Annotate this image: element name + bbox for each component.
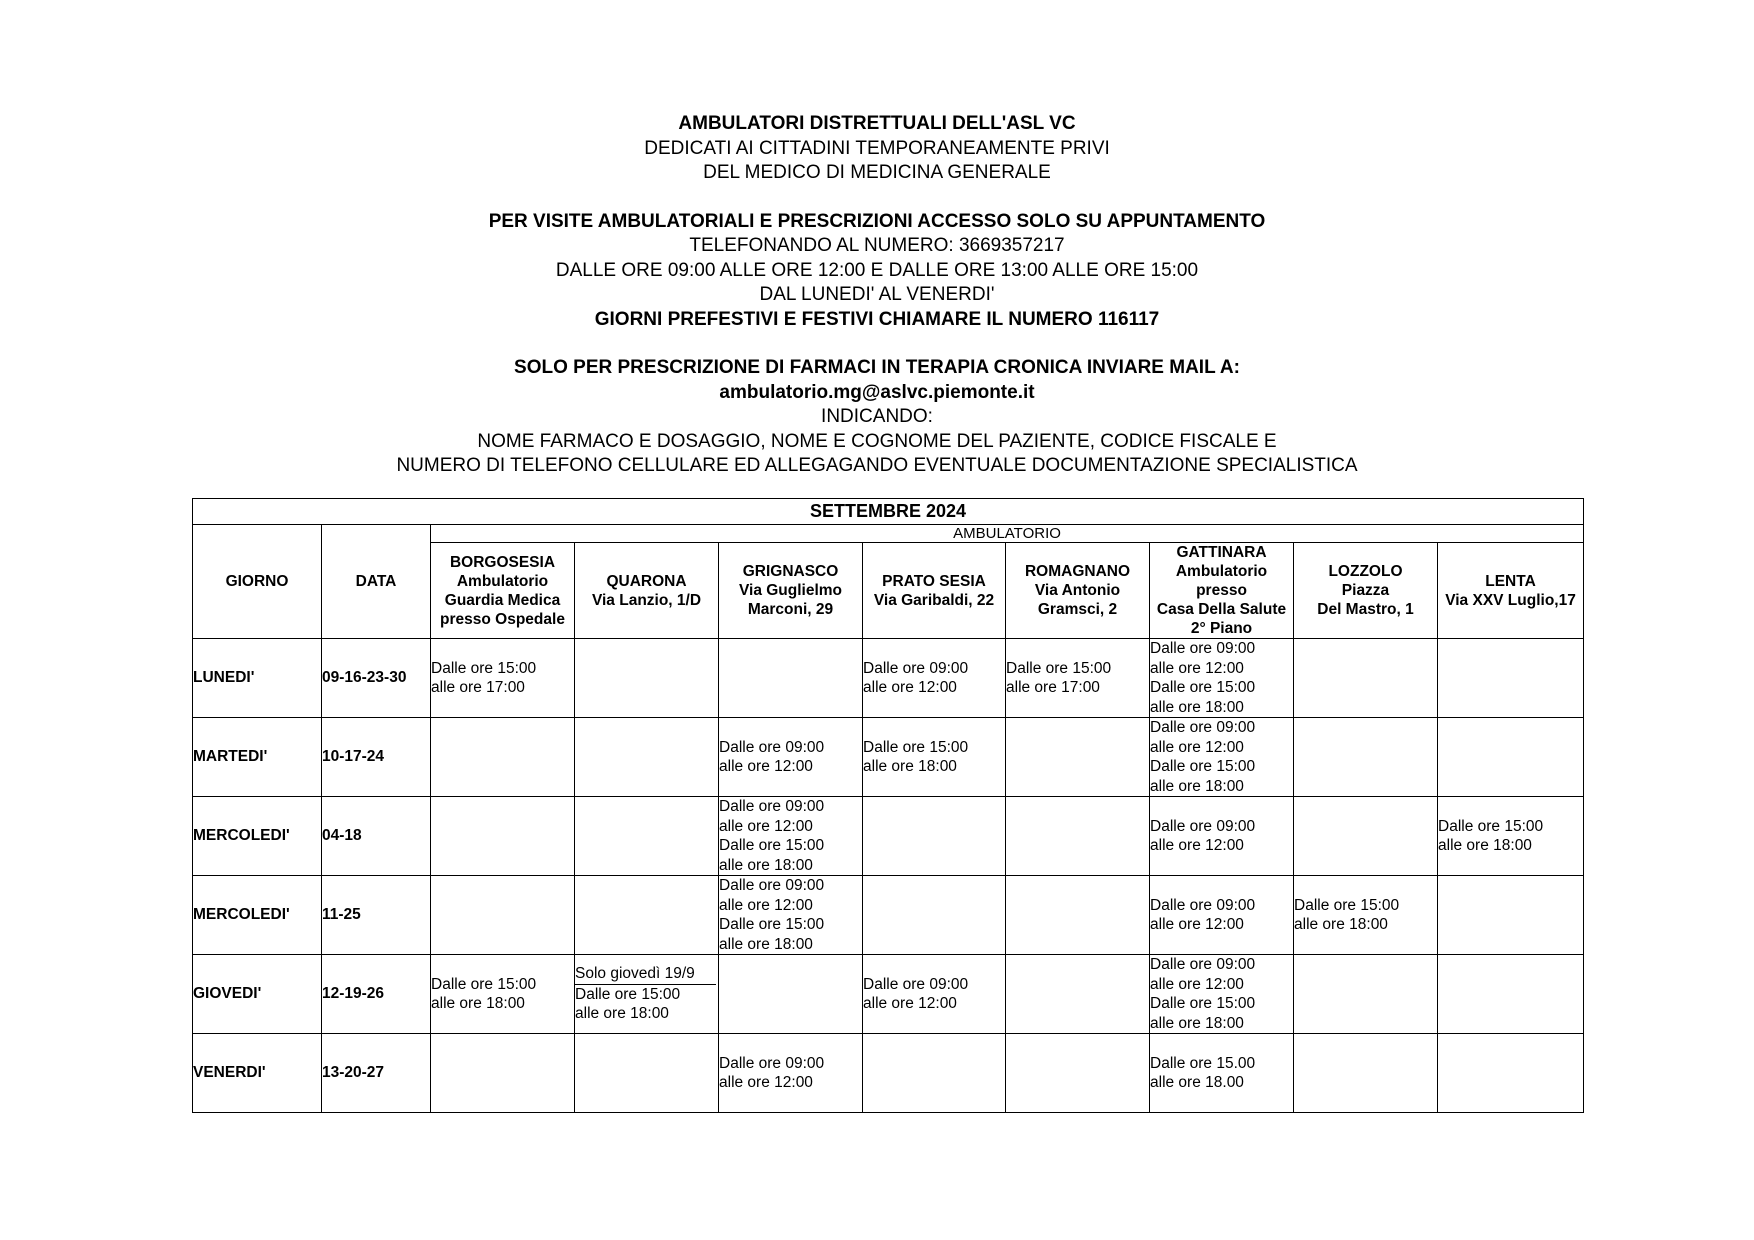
schedule-hours-line: alle ore 12:00	[1150, 738, 1244, 756]
schedule-cell	[1150, 718, 1294, 797]
schedule-cell	[1006, 876, 1150, 955]
date-cell: 12-19-26	[322, 955, 431, 1034]
column-header-giorno: GIORNO	[193, 525, 322, 639]
email-address[interactable]: ambulatorio.mg@aslvc.piemonte.it	[719, 381, 1035, 403]
schedule-cell	[719, 639, 863, 718]
schedule-cell	[863, 797, 1006, 876]
schedule-cell	[863, 718, 1006, 797]
column-header-location	[1006, 543, 1150, 639]
schedule-cell	[1438, 639, 1584, 718]
schedule-hours-line: alle ore 12:00	[1150, 659, 1244, 677]
location-header-line: QUARONA	[606, 572, 687, 590]
location-header-line: Via XXV Luglio,17	[1445, 591, 1576, 609]
schedule-hours-line: Dalle ore 09:00	[1150, 956, 1256, 973]
schedule-cell	[575, 955, 719, 1034]
schedule-hours-line: Dalle ore 15:00	[719, 837, 825, 854]
schedule-cell	[1150, 876, 1294, 955]
schedule-cell	[431, 639, 575, 718]
schedule-cell	[719, 797, 863, 876]
schedule-cell	[1294, 797, 1438, 876]
schedule-cell	[719, 1034, 863, 1113]
schedule-cell	[1006, 955, 1150, 1034]
schedule-hours-line: alle ore 18:00	[1294, 916, 1388, 933]
schedule-hours-line: Dalle ore 09:00	[863, 659, 969, 677]
day-cell: VENERDI'	[193, 1034, 322, 1113]
header-subtitle-2: DEL MEDICO DI MEDICINA GENERALE	[703, 162, 1051, 183]
schedule-cell	[1294, 1034, 1438, 1113]
schedule-hours-line: Dalle ore 15:00	[1294, 896, 1400, 914]
schedule-cell	[431, 876, 575, 955]
location-header-line: Del Mastro, 1	[1317, 601, 1414, 618]
schedule-hours-line: Dalle ore 15:00	[1150, 679, 1256, 696]
schedule-cell	[863, 1034, 1006, 1113]
location-header-line: ROMAGNANO	[1024, 563, 1131, 580]
location-header-line: Piazza	[1341, 582, 1390, 599]
column-header-location	[1438, 543, 1584, 639]
schedule-cell	[1294, 876, 1438, 955]
schedule-hours-line: alle ore 12:00	[719, 758, 813, 775]
schedule-hours-line: alle ore 18:00	[719, 856, 813, 874]
schedule-hours-line: Dalle ore 15:00	[1150, 995, 1256, 1012]
schedule-hours-line: alle ore 12:00	[719, 896, 813, 914]
location-header-line: Via Guglielmo	[738, 582, 843, 599]
column-header-location	[1294, 543, 1438, 639]
schedule-cell	[431, 797, 575, 876]
schedule-hours-line: alle ore 18:00	[431, 995, 525, 1012]
schedule-hours-line: alle ore 12:00	[1150, 837, 1244, 854]
schedule-hours-line: alle ore 18:00	[863, 758, 957, 775]
schedule-cell	[1006, 639, 1150, 718]
table-row	[193, 718, 1584, 797]
day-cell: MERCOLEDI'	[193, 797, 322, 876]
location-header-line: GRIGNASCO	[742, 563, 839, 580]
schedule-hours-line: alle ore 12:00	[719, 1074, 813, 1091]
schedule-hours-line: alle ore 18.00	[1150, 1074, 1244, 1091]
location-header-line: Guardia Medica	[444, 591, 561, 609]
schedule-hours-line: alle ore 18:00	[575, 1005, 669, 1023]
day-cell: MARTEDI'	[193, 718, 322, 797]
phone-days-line: DAL LUNEDI' AL VENERDI'	[759, 284, 995, 305]
schedule-note: Solo giovedì 19/9	[575, 964, 716, 985]
document-header	[0, 112, 1754, 479]
schedule-cell	[431, 955, 575, 1034]
schedule-hours-line: Dalle ore 15:00	[431, 975, 537, 993]
schedule-hours-line: Dalle ore 15:00	[431, 659, 537, 677]
schedule-hours-line: alle ore 12:00	[863, 995, 957, 1012]
schedule-hours-line: Dalle ore 15:00	[1006, 659, 1112, 677]
location-header-line: Marconi, 29	[747, 601, 834, 618]
location-header-line: PRATO SESIA	[882, 572, 986, 590]
header-subtitle-1: DEDICATI AI CITTADINI TEMPORANEAMENTE PRIVI	[644, 137, 1110, 159]
schedule-cell	[575, 639, 719, 718]
schedule-hours-line: Dalle ore 15:00	[719, 916, 825, 933]
header-title: AMBULATORI DISTRETTUALI DELL'ASL VC	[678, 113, 1076, 134]
schedule-hours-line: Dalle ore 09:00	[719, 877, 825, 894]
schedule-hours-line: alle ore 12:00	[1150, 975, 1244, 993]
phone-number-line: TELEFONANDO AL NUMERO: 3669357217	[689, 235, 1065, 256]
date-cell: 10-17-24	[322, 718, 431, 797]
column-header-location	[575, 543, 719, 639]
schedule-hours-line: Dalle ore 09:00	[1150, 896, 1256, 914]
schedule-hours-line: Dalle ore 09:00	[719, 1054, 825, 1072]
schedule-cell	[1294, 955, 1438, 1034]
schedule-cell	[719, 955, 863, 1034]
schedule-hours-line: Dalle ore 15:00	[1438, 817, 1544, 835]
table-row	[193, 639, 1584, 718]
column-header-data: DATA	[322, 525, 431, 639]
date-cell: 09-16-23-30	[322, 639, 431, 718]
location-header-line: 2° Piano	[1190, 620, 1253, 637]
schedule-cell	[575, 1034, 719, 1113]
email-instructions-1: NOME FARMACO E DOSAGGIO, NOME E COGNOME DEL PAZIENTE, CODICE FISCALE E	[477, 430, 1277, 452]
schedule-cell	[1006, 1034, 1150, 1113]
schedule-hours-line: alle ore 18:00	[1438, 837, 1532, 854]
schedule-hours-line: Dalle ore 15:00	[575, 985, 681, 1003]
table-row	[193, 955, 1584, 1034]
schedule-hours-line: Dalle ore 15.00	[1150, 1054, 1256, 1072]
schedule-cell	[1438, 876, 1584, 955]
location-header-line: presso	[1196, 582, 1247, 599]
schedule-cell	[1006, 718, 1150, 797]
schedule-cell	[575, 876, 719, 955]
schedule-cell	[863, 876, 1006, 955]
schedule-cell	[1150, 1034, 1294, 1113]
schedule-cell	[719, 718, 863, 797]
location-header-line: Via Garibaldi, 22	[873, 591, 995, 609]
schedule-hours-line: Dalle ore 09:00	[1150, 640, 1256, 657]
table-row	[193, 1034, 1584, 1113]
schedule-hours-line: alle ore 12:00	[863, 679, 957, 696]
date-cell: 11-25	[322, 876, 431, 955]
schedule-hours-line: alle ore 12:00	[1150, 916, 1244, 933]
table-title: SETTEMBRE 2024	[193, 499, 1584, 525]
holiday-number-line: GIORNI PREFESTIVI E FESTIVI CHIAMARE IL NUMERO 116117	[594, 308, 1160, 330]
location-header-line: presso Ospedale	[440, 610, 565, 628]
schedule-cell	[1294, 639, 1438, 718]
phone-hours-line: DALLE ORE 09:00 ALLE ORE 12:00 E DALLE ORE 13:00 ALLE ORE 15:00	[555, 259, 1199, 281]
column-header-location	[719, 543, 863, 639]
column-header-location	[1150, 543, 1294, 639]
schedule-hours-line: Dalle ore 09:00	[719, 798, 825, 815]
schedule-cell	[431, 718, 575, 797]
schedule-hours-line: alle ore 18:00	[1150, 698, 1244, 716]
schedule-hours-line: Dalle ore 09:00	[1150, 817, 1256, 835]
schedule-cell	[431, 1034, 575, 1113]
email-instructions-label: INDICANDO:	[821, 406, 933, 427]
location-header-line: LENTA	[1485, 572, 1536, 590]
location-header-line: Gramsci, 2	[1037, 601, 1118, 618]
schedule-table	[192, 498, 1584, 1113]
schedule-cell	[1006, 797, 1150, 876]
schedule-cell	[863, 955, 1006, 1034]
location-header-line: Via Antonio	[1034, 582, 1121, 599]
schedule-cell	[1294, 718, 1438, 797]
schedule-cell	[575, 797, 719, 876]
schedule-hours-line: alle ore 17:00	[431, 679, 525, 696]
schedule-hours-line: alle ore 17:00	[1006, 679, 1100, 696]
schedule-hours-line: Dalle ore 15:00	[1150, 758, 1256, 775]
date-cell: 04-18	[322, 797, 431, 876]
location-header-line: Casa Della Salute	[1156, 601, 1287, 618]
location-header-line: BORGOSESIA	[449, 553, 556, 571]
table-row	[193, 876, 1584, 955]
location-header-line: Ambulatorio	[1175, 563, 1268, 580]
schedule-cell	[575, 718, 719, 797]
location-header-line: GATTINARA	[1176, 544, 1267, 561]
schedule-cell	[1438, 955, 1584, 1034]
email-notice: SOLO PER PRESCRIZIONE DI FARMACI IN TERAPIA CRONICA INVIARE MAIL A:	[514, 357, 1240, 378]
schedule-cell	[863, 639, 1006, 718]
location-header-line: LOZZOLO	[1328, 563, 1403, 580]
column-header-location	[431, 543, 575, 639]
column-group-ambulatorio: AMBULATORIO	[431, 525, 1584, 543]
day-cell: MERCOLEDI'	[193, 876, 322, 955]
email-instructions-2: NUMERO DI TELEFONO CELLULARE ED ALLEGAGANDO EVENTUALE DOCUMENTAZIONE SPECIALISTICA	[396, 455, 1358, 476]
schedule-hours-line: Dalle ore 09:00	[1150, 719, 1256, 736]
schedule-cell	[1438, 797, 1584, 876]
day-cell: GIOVEDI'	[193, 955, 322, 1034]
schedule-hours-line: Dalle ore 09:00	[719, 738, 825, 756]
date-cell: 13-20-27	[322, 1034, 431, 1113]
location-header-line: Ambulatorio	[456, 572, 549, 590]
schedule-hours-line: Dalle ore 09:00	[863, 975, 969, 993]
schedule-cell	[719, 876, 863, 955]
column-header-location	[863, 543, 1006, 639]
schedule-cell	[1438, 1034, 1584, 1113]
schedule-cell	[1438, 718, 1584, 797]
table-row	[193, 797, 1584, 876]
schedule-hours-line: Dalle ore 15:00	[863, 738, 969, 756]
appointment-notice: PER VISITE AMBULATORIALI E PRESCRIZIONI ACCESSO SOLO SU APPUNTAMENTO	[488, 210, 1266, 232]
schedule-hours-line: alle ore 18:00	[1150, 1014, 1244, 1032]
schedule-hours-line: alle ore 18:00	[1150, 777, 1244, 795]
schedule-cell	[1150, 639, 1294, 718]
schedule-cell	[1150, 797, 1294, 876]
schedule-hours-line: alle ore 18:00	[719, 935, 813, 953]
schedule-hours-line: alle ore 12:00	[719, 817, 813, 835]
location-header-line: Via Lanzio, 1/D	[591, 591, 702, 609]
day-cell: LUNEDI'	[193, 639, 322, 718]
schedule-cell	[1150, 955, 1294, 1034]
